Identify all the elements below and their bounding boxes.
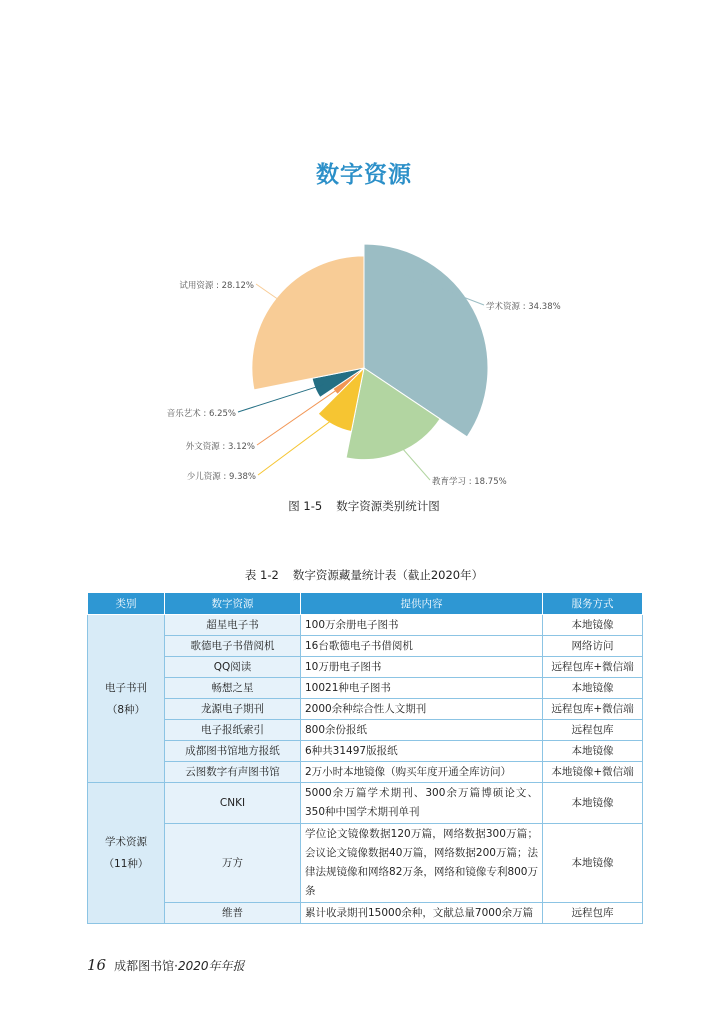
header-category: 类别	[88, 593, 165, 615]
chart-title: 数字资源	[316, 162, 412, 188]
category-count: （11种）	[103, 858, 149, 870]
table-row	[88, 762, 643, 783]
page-number: 16	[87, 956, 107, 974]
resource-content: 10万册电子图书	[301, 657, 543, 678]
resource-name: 超星电子书	[165, 615, 301, 636]
table-row	[88, 824, 643, 903]
resource-name: 歌德电子书借阅机	[165, 636, 301, 657]
pie-slice	[252, 256, 364, 390]
table-row	[88, 720, 643, 741]
resource-service: 本地镜像	[543, 824, 643, 903]
resource-service: 远程包库	[543, 720, 643, 741]
footer-dot: ·	[174, 959, 178, 973]
resource-name: 电子报纸索引	[165, 720, 301, 741]
resource-content: 16台歌德电子书借阅机	[301, 636, 543, 657]
resource-service: 远程包库+微信端	[543, 699, 643, 720]
table-row	[88, 903, 643, 924]
category-name: 电子书刊	[105, 681, 147, 694]
category-count: （8种）	[106, 703, 146, 716]
table-caption-text: 数字资源藏量统计表（截止2020年）	[292, 568, 484, 582]
resource-content: 5000余万篇学术期刊、300余万篇博硕论文、350种中国学术期刊单刊	[301, 783, 543, 824]
table-row	[88, 615, 643, 636]
resource-name: 万方	[165, 824, 301, 903]
resource-content: 100万余册电子图书	[301, 615, 543, 636]
figure-caption	[0, 498, 728, 514]
header-content: 提供内容	[301, 593, 543, 615]
footer-report: 2020年年报	[177, 959, 245, 973]
resource-service: 本地镜像	[543, 615, 643, 636]
resource-content: 学位论文镜像数据120万篇，网络数据300万篇；会议论文镜像数据40万篇，网络数据200万篇；法律法规镜像和网络82万条，网络和镜像专利800万条	[301, 824, 543, 903]
slice-leader-line	[258, 415, 339, 475]
table-number: 表 1-2	[244, 568, 279, 582]
resource-service: 远程包库+微信端	[543, 657, 643, 678]
slice-label: 学术资源 : 34.38%	[486, 302, 561, 312]
slice-label: 外文资源 : 3.12%	[185, 442, 255, 452]
table-row	[88, 678, 643, 699]
slice-label: 少儿资源 : 9.38%	[186, 472, 256, 482]
table-row	[88, 783, 643, 824]
resource-name: 龙源电子期刊	[165, 699, 301, 720]
resource-content: 10021种电子图书	[301, 678, 543, 699]
table-row	[88, 741, 643, 762]
resource-service: 本地镜像	[543, 741, 643, 762]
resource-name: QQ阅读	[165, 657, 301, 678]
category-cell-academic	[88, 783, 165, 924]
resource-name: 成都图书馆地方报纸	[165, 741, 301, 762]
figure-number: 图 1-5	[288, 499, 323, 513]
resource-service: 本地镜像	[543, 783, 643, 824]
table-caption	[0, 567, 728, 583]
table-row	[88, 636, 643, 657]
category-name: 学术资源	[105, 836, 147, 848]
resource-service: 远程包库	[543, 903, 643, 924]
resource-service: 本地镜像	[543, 678, 643, 699]
slice-label: 试用资源 : 28.12%	[179, 281, 254, 291]
resource-name: 云图数字有声图书馆	[165, 762, 301, 783]
resource-service: 本地镜像+微信端	[543, 762, 643, 783]
resource-name: 畅想之星	[165, 678, 301, 699]
header-service: 服务方式	[543, 593, 643, 615]
footer-library: 成都图书馆	[114, 959, 175, 973]
resource-content: 累计收录期刊15000余种，文献总量7000余万篇	[301, 903, 543, 924]
resource-table	[87, 592, 643, 924]
table-row	[88, 657, 643, 678]
resource-content: 6种共31497版报纸	[301, 741, 543, 762]
resource-content: 2000余种综合性人文期刊	[301, 699, 543, 720]
page-footer	[87, 956, 244, 974]
resource-content: 2万小时本地镜像（购买年度开通全库访问）	[301, 762, 543, 783]
resource-name: 维普	[165, 903, 301, 924]
slice-label: 音乐艺术 : 6.25%	[166, 409, 236, 419]
resource-service: 网络访问	[543, 636, 643, 657]
pie-chart	[0, 230, 728, 500]
header-resource: 数字资源	[165, 593, 301, 615]
slice-label: 教育学习 : 18.75%	[432, 477, 507, 487]
resource-name: CNKI	[165, 783, 301, 824]
table-header-row	[88, 593, 643, 615]
table-row	[88, 699, 643, 720]
category-cell-ebooks	[88, 615, 165, 783]
figure-caption-text: 数字资源类别统计图	[336, 499, 440, 513]
resource-content: 800余份报纸	[301, 720, 543, 741]
